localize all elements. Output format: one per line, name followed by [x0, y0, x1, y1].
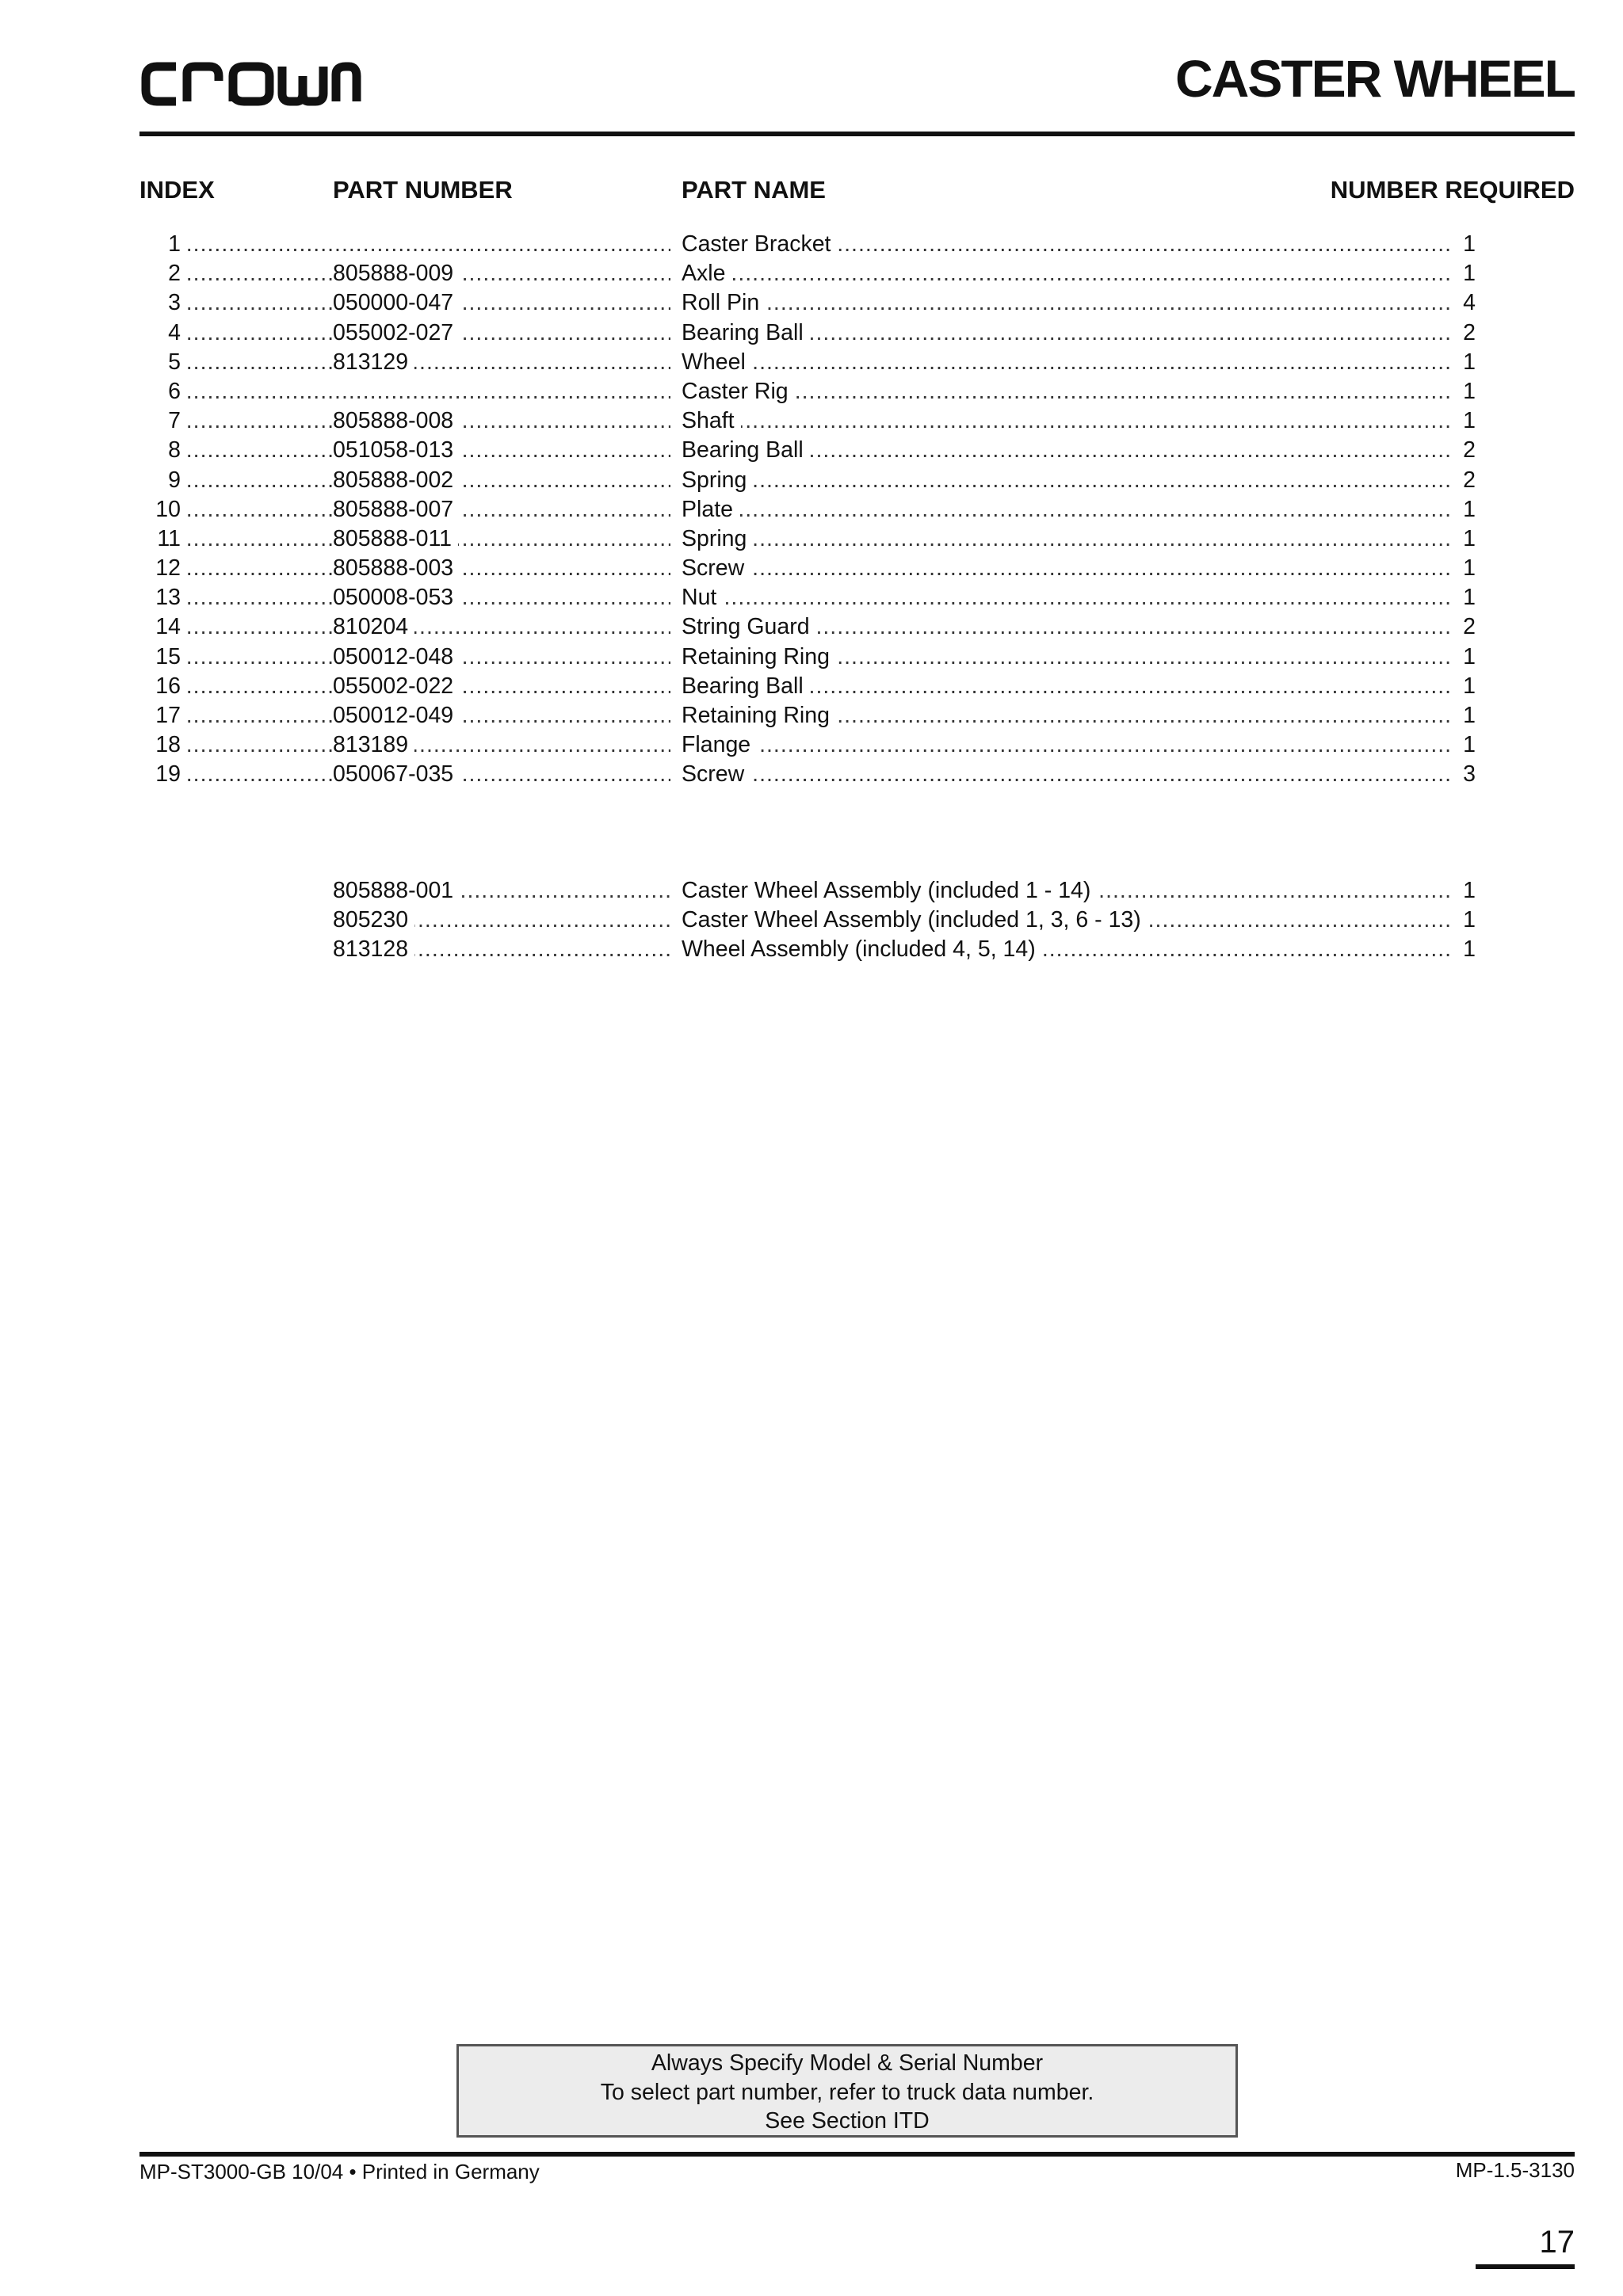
row-quantity: 2: [1452, 466, 1476, 495]
row-part-name: Caster Bracket: [682, 230, 837, 259]
row-quantity: 1: [1452, 583, 1476, 612]
notice-line-3: See Section ITD: [765, 2108, 930, 2134]
row-part-name: Caster Rig: [682, 377, 795, 406]
row-part-number: 805230: [333, 906, 414, 935]
header-rule: [139, 132, 1575, 136]
row-index: 15: [119, 643, 184, 672]
table-row: [0, 230, 1623, 259]
row-quantity: 2: [1452, 318, 1476, 348]
row-quantity: 4: [1452, 288, 1476, 318]
row-index: 18: [119, 730, 184, 760]
row-part-name: Wheel: [682, 348, 752, 377]
row-index: 17: [119, 701, 184, 730]
row-index: 9: [119, 466, 184, 495]
row-part-name: Bearing Ball: [682, 436, 810, 465]
row-quantity: 1: [1452, 643, 1476, 672]
row-part-name: Spring: [682, 524, 753, 554]
row-index: 6: [119, 377, 184, 406]
table-row: [0, 495, 1623, 524]
table-row: [0, 436, 1623, 465]
row-part-name: Shaft: [682, 406, 741, 436]
parts-list: [0, 230, 1623, 790]
row-part-number: 813128: [333, 935, 414, 964]
row-index: 12: [119, 554, 184, 583]
dot-leader: [682, 288, 1452, 318]
table-row: [0, 466, 1623, 495]
footer-manual-code: MP-1.5-3130: [1455, 2158, 1575, 2182]
row-quantity: 1: [1452, 701, 1476, 730]
dot-leader: [165, 348, 670, 377]
table-row: [0, 377, 1623, 406]
row-quantity: 1: [1452, 406, 1476, 436]
footer-document-code: MP-ST3000-GB 10/04 • Printed in Germany: [139, 2160, 540, 2183]
row-index: 3: [119, 288, 184, 318]
row-index: 10: [119, 495, 184, 524]
assembly-list: [0, 876, 1623, 965]
row-part-name: Caster Wheel Assembly (included 1 - 14): [682, 876, 1097, 906]
row-quantity: 1: [1452, 935, 1476, 964]
dot-leader: [165, 730, 670, 760]
table-row: [0, 406, 1623, 436]
row-part-number: 055002-022: [333, 672, 460, 701]
row-quantity: 1: [1452, 730, 1476, 760]
row-part-number: 805888-011: [333, 524, 458, 554]
table-row: [0, 935, 1623, 964]
dot-leader: [682, 259, 1452, 288]
page-number-rule: [1476, 2264, 1575, 2269]
row-part-number: 050008-053: [333, 583, 460, 612]
row-part-name: Retaining Ring: [682, 643, 836, 672]
column-header-part-name: PART NAME: [682, 176, 826, 204]
row-index: 8: [119, 436, 184, 465]
row-part-name: Roll Pin: [682, 288, 766, 318]
table-row: [0, 701, 1623, 730]
table-row: [0, 318, 1623, 348]
row-quantity: 1: [1452, 876, 1476, 906]
dot-leader: [682, 377, 1452, 406]
row-part-number: 805888-003: [333, 554, 460, 583]
table-row: [0, 583, 1623, 612]
table-row: [0, 643, 1623, 672]
row-index: 11: [119, 524, 184, 554]
row-index: 4: [119, 318, 184, 348]
row-part-name: Wheel Assembly (included 4, 5, 14): [682, 935, 1042, 964]
dot-leader: [682, 495, 1452, 524]
row-part-name: Spring: [682, 466, 753, 495]
row-quantity: 1: [1452, 524, 1476, 554]
dot-leader: [165, 377, 670, 406]
row-index: 2: [119, 259, 184, 288]
row-part-name: Bearing Ball: [682, 672, 810, 701]
dot-leader: [682, 760, 1452, 789]
notice-box: [456, 2044, 1238, 2138]
table-row: [0, 612, 1623, 642]
row-part-number: 050012-048: [333, 643, 460, 672]
row-part-number: 050067-035: [333, 760, 460, 789]
table-row: [0, 906, 1623, 935]
row-quantity: 1: [1452, 348, 1476, 377]
row-part-number: 805888-007: [333, 495, 460, 524]
table-row: [0, 288, 1623, 318]
row-part-name: Axle: [682, 259, 731, 288]
row-quantity: 1: [1452, 377, 1476, 406]
crown-logo: [139, 57, 361, 109]
footer-rule: [139, 2152, 1575, 2157]
notice-line-2: To select part number, refer to truck data number.: [600, 2079, 1094, 2105]
column-header-index: INDEX: [139, 176, 215, 204]
row-part-number: 050000-047: [333, 288, 460, 318]
page-title: CASTER WHEEL: [1175, 49, 1575, 108]
dot-leader: [682, 524, 1452, 554]
table-row: [0, 672, 1623, 701]
notice-line-1: Always Specify Model & Serial Number: [651, 2050, 1044, 2076]
row-part-name: Bearing Ball: [682, 318, 810, 348]
row-part-name: Plate: [682, 495, 739, 524]
row-quantity: 1: [1452, 259, 1476, 288]
row-quantity: 3: [1452, 760, 1476, 789]
row-quantity: 1: [1452, 554, 1476, 583]
dot-leader: [682, 554, 1452, 583]
row-part-name: String Guard: [682, 612, 816, 642]
row-index: 16: [119, 672, 184, 701]
row-quantity: 1: [1452, 672, 1476, 701]
row-quantity: 2: [1452, 612, 1476, 642]
row-quantity: 1: [1452, 906, 1476, 935]
row-part-number: 810204: [333, 612, 414, 642]
row-index: 13: [119, 583, 184, 612]
table-row: [0, 554, 1623, 583]
row-part-name: Caster Wheel Assembly (included 1, 3, 6 - 13): [682, 906, 1148, 935]
dot-leader: [682, 583, 1452, 612]
row-part-name: Screw: [682, 554, 750, 583]
row-index: 19: [119, 760, 184, 789]
row-part-number: 051058-013: [333, 436, 460, 465]
table-row: [0, 760, 1623, 789]
row-part-number: 805888-009: [333, 259, 460, 288]
dot-leader: [165, 612, 670, 642]
row-part-name: Flange: [682, 730, 757, 760]
row-index: 14: [119, 612, 184, 642]
table-row: [0, 730, 1623, 760]
column-header-number-required: NUMBER REQUIRED: [1330, 176, 1575, 204]
dot-leader: [682, 406, 1452, 436]
row-part-number: 805888-001: [333, 876, 460, 906]
row-index: 1: [119, 230, 184, 259]
table-row: [0, 348, 1623, 377]
row-part-number: 055002-027: [333, 318, 460, 348]
row-part-number: 813189: [333, 730, 414, 760]
dot-leader: [682, 466, 1452, 495]
row-part-name: Nut: [682, 583, 723, 612]
row-part-name: Retaining Ring: [682, 701, 836, 730]
row-index: 5: [119, 348, 184, 377]
row-part-number: 813129: [333, 348, 414, 377]
column-header-part-number: PART NUMBER: [333, 176, 513, 204]
page-number: 17: [1539, 2225, 1575, 2260]
dot-leader: [682, 348, 1452, 377]
row-quantity: 1: [1452, 230, 1476, 259]
row-part-name: Screw: [682, 760, 750, 789]
table-row: [0, 524, 1623, 554]
table-row: [0, 259, 1623, 288]
row-index: 7: [119, 406, 184, 436]
dot-leader: [165, 230, 670, 259]
row-part-number: 805888-008: [333, 406, 460, 436]
dot-leader: [682, 730, 1452, 760]
table-row: [0, 876, 1623, 906]
row-quantity: 1: [1452, 495, 1476, 524]
row-part-number: 805888-002: [333, 466, 460, 495]
row-part-number: 050012-049: [333, 701, 460, 730]
row-quantity: 2: [1452, 436, 1476, 465]
